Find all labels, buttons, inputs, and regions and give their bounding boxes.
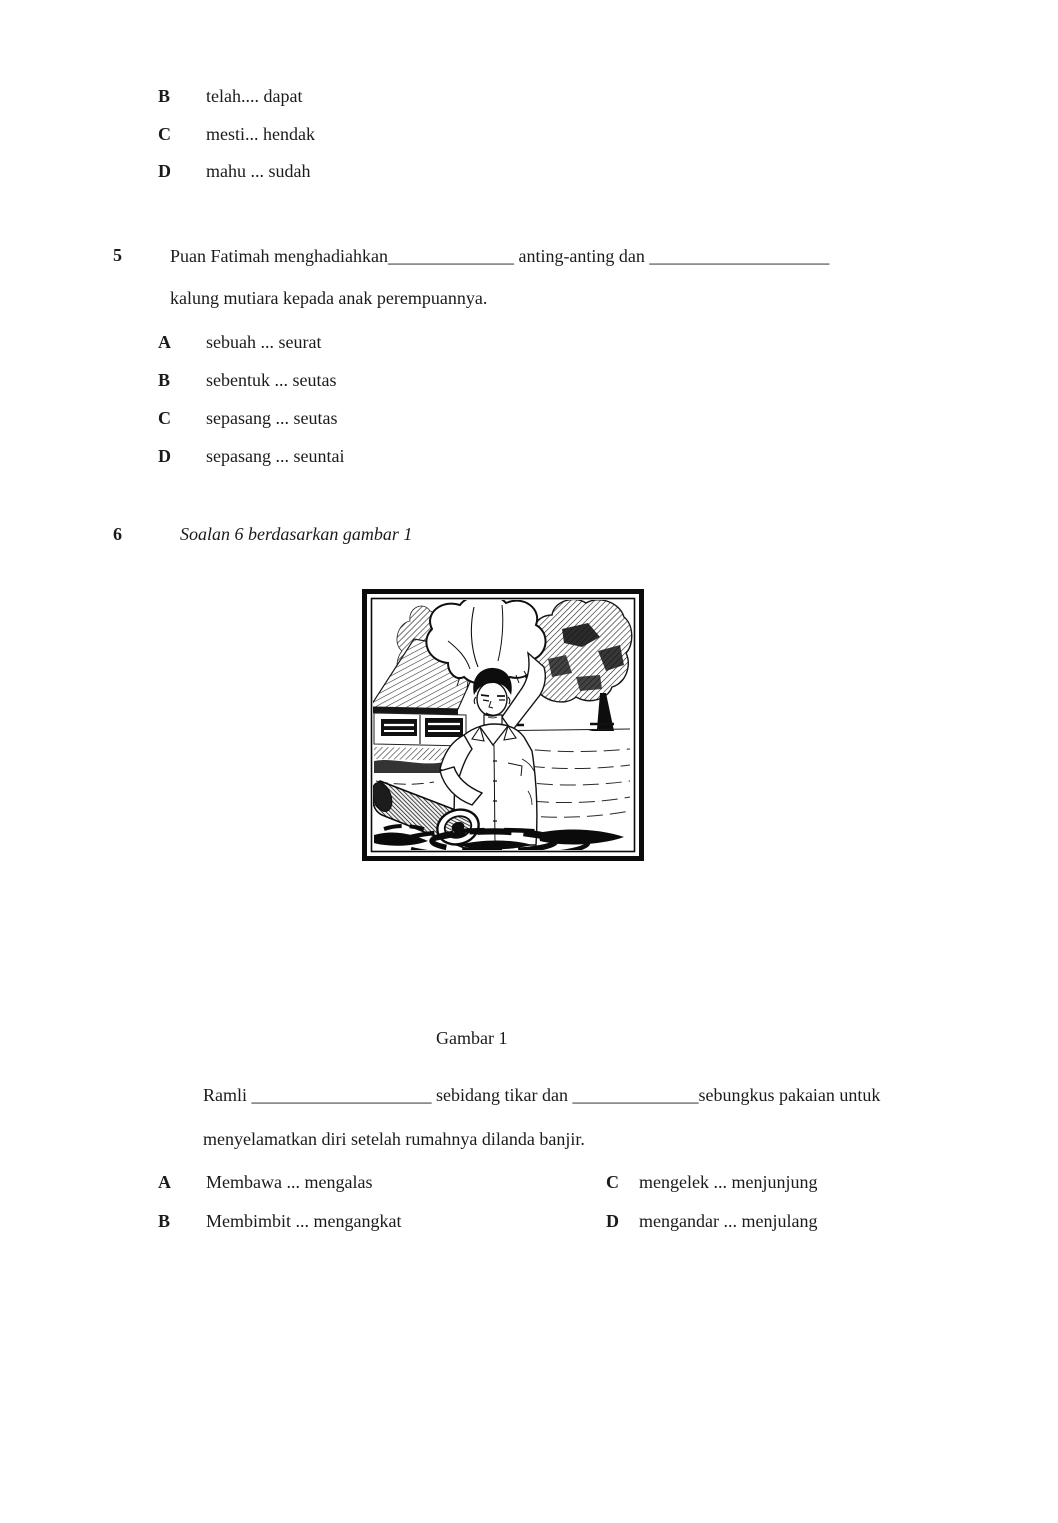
- question-stem-line2: kalung mutiara kepada anak perempuannya.: [170, 288, 488, 308]
- option-text: mesti... hendak: [206, 124, 315, 144]
- option-letter: D: [158, 161, 171, 181]
- option-letter: A: [158, 1172, 171, 1192]
- prev-option-row-d: [158, 161, 310, 182]
- option-letter: B: [158, 370, 171, 390]
- option-text: Membawa ... mengalas: [206, 1172, 373, 1192]
- option-row-b: [158, 1211, 401, 1232]
- question-stem-line2: menyelamatkan diri setelah rumahnya dilanda banjir.: [203, 1129, 585, 1149]
- prev-option-row-b: [158, 86, 302, 107]
- question-number: 5: [113, 245, 122, 265]
- option-letter: C: [158, 124, 171, 144]
- option-text: sepasang ... seutas: [206, 408, 338, 428]
- gambar-1-illustration: [362, 589, 644, 861]
- gambar-1-figure: [362, 589, 644, 861]
- option-row-a: [158, 332, 321, 353]
- option-text: mengelek ... menjunjung: [639, 1172, 818, 1192]
- option-letter: A: [158, 332, 171, 352]
- option-letter: B: [158, 1211, 171, 1231]
- option-text: sebuah ... seurat: [206, 332, 322, 352]
- option-row-c: [158, 408, 337, 429]
- question-stem-line1: Puan Fatimah menghadiahkan______________ anting-anting dan ____________________: [170, 246, 830, 266]
- question-number: 6: [113, 524, 122, 544]
- option-text: sepasang ... seuntai: [206, 446, 345, 466]
- option-letter: C: [158, 408, 171, 428]
- option-text: Membimbit ... mengangkat: [206, 1211, 402, 1231]
- option-letter: D: [606, 1211, 619, 1231]
- prev-option-row-c: [158, 124, 315, 145]
- option-row-a: [158, 1172, 372, 1193]
- option-letter: D: [158, 446, 171, 466]
- option-letter: B: [158, 86, 171, 106]
- option-letter: C: [606, 1172, 619, 1192]
- option-row-d: [158, 446, 344, 467]
- question-stem-line1: Ramli ____________________ sebidang tikar dan ______________sebungkus pakaian untuk: [203, 1085, 881, 1105]
- option-text: mengandar ... menjulang: [639, 1211, 818, 1231]
- option-text: sebentuk ... seutas: [206, 370, 337, 390]
- option-row-b: [158, 370, 336, 391]
- figure-caption: Gambar 1: [436, 1028, 508, 1048]
- option-text: mahu ... sudah: [206, 161, 311, 181]
- option-row-d: [606, 1211, 817, 1232]
- option-text: telah.... dapat: [206, 86, 303, 106]
- question-instruction: Soalan 6 berdasarkan gambar 1: [180, 524, 413, 544]
- option-row-c: [606, 1172, 817, 1193]
